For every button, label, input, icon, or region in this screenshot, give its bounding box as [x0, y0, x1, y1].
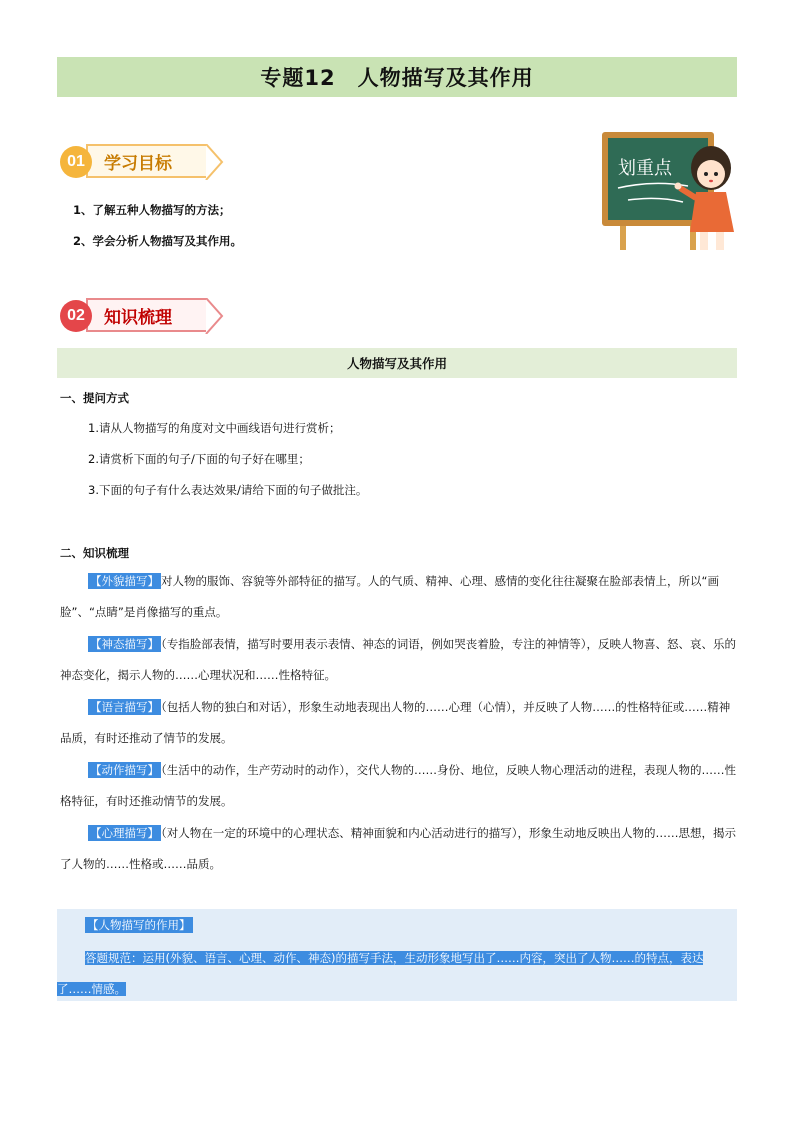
- section-label: 知识梳理: [86, 298, 206, 332]
- question-item-2: 2.请赏析下面的句子/下面的句子好在哪里；: [88, 452, 310, 466]
- section-number: 02: [60, 300, 92, 332]
- entry-expression: [60, 629, 737, 691]
- effect-box: [57, 909, 737, 1001]
- subheading: 人物描写及其作用: [346, 356, 447, 371]
- effect-title-text: 【人物描写的作用】: [87, 918, 191, 932]
- entry-text: （对人物在一定的环境中的心理状态、精神面貌和内心活动进行的描写），形象生动地反映出人物的……思想，揭示了人物的……性格或……品质。: [60, 826, 736, 871]
- entry-text: （生活中的动作，生产劳动时的动作），交代人物的……身份、地位，反映人物心理活动的进程，表现人物的……性格特征，有时还推动情节的发展。: [60, 763, 736, 808]
- chalkboard-text: 划重点: [618, 158, 672, 179]
- teacher-chalkboard-illustration: [598, 128, 743, 256]
- entry-tag: 【外貌描写】: [90, 574, 159, 588]
- entry-language: [60, 692, 737, 754]
- goal-item-1: 1、了解五种人物描写的方法；: [73, 203, 231, 217]
- subheading-bar: [57, 348, 737, 378]
- title-bar: [57, 57, 737, 97]
- part1-heading: 一、提问方式: [60, 391, 129, 405]
- page-title: 专题12 人物描写及其作用: [260, 66, 534, 90]
- entry-tag: 【心理描写】: [90, 826, 159, 840]
- effect-text: [57, 943, 737, 1005]
- entry-appearance: [60, 566, 737, 628]
- ribbon-notch: [202, 298, 224, 334]
- entry-text: （包括人物的独白和对话），形象生动地表现出人物的……心理（心情），并反映了人物……的性格特征或……精神品质，有时还推动了情节的发展。: [60, 700, 731, 745]
- entry-action: [60, 755, 737, 817]
- entry-tag: 【神态描写】: [90, 637, 159, 651]
- section-header-goals: [60, 142, 210, 182]
- section-number: 01: [60, 146, 92, 178]
- section-label: 学习目标: [86, 144, 206, 178]
- ribbon-notch: [202, 144, 224, 180]
- part2-heading: 二、知识梳理: [60, 546, 129, 560]
- entry-tag: 【语言描写】: [90, 700, 159, 714]
- entry-tag: 【动作描写】: [90, 763, 159, 777]
- question-item-1: 1.请从人物描写的角度对文中画线语句进行赏析；: [88, 421, 341, 435]
- question-item-3: 3.下面的句子有什么表达效果/请给下面的句子做批注。: [88, 483, 368, 497]
- goal-item-2: 2、学会分析人物描写及其作用。: [73, 234, 242, 248]
- section-header-knowledge: [60, 296, 210, 336]
- entry-text: （专指脸部表情，描写时要用表示表情、神态的词语，例如哭丧着脸，专注的神情等），反映人物喜、怒、哀、乐的神态变化，揭示人物的……心理状况和……性格特征。: [60, 637, 736, 682]
- entry-psychology: [60, 818, 737, 880]
- effect-title: [85, 917, 193, 933]
- entry-text: 对人物的服饰、容貌等外部特征的描写。人的气质、精神、心理、感情的变化往往凝聚在脸部表情上，所以“画脸”、“点睛”是肖像描写的重点。: [60, 574, 719, 619]
- effect-text-content: 答题规范：运用(外貌、语言、心理、动作、神态)的描写手法，生动形象地写出了……内容，突出了人物……的特点，表达了……情感。: [57, 951, 704, 996]
